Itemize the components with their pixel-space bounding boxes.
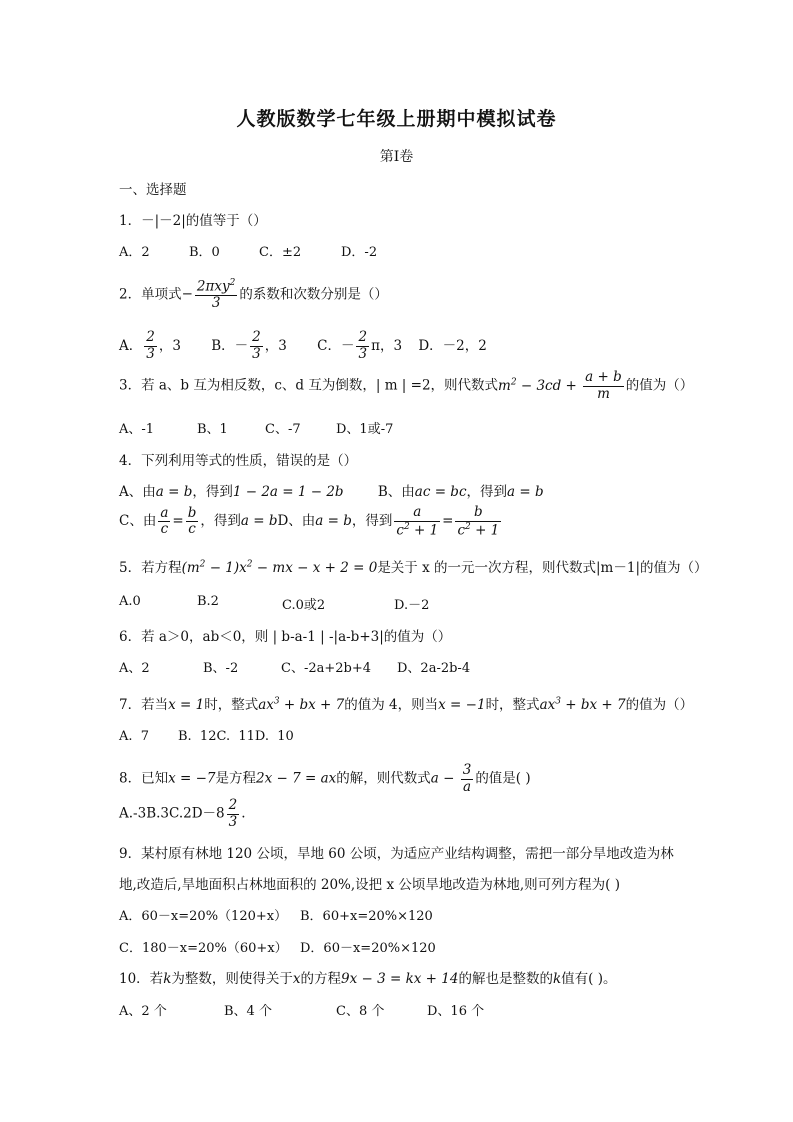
q9-option-c: C．180－x=20%（60+x） [119, 941, 288, 956]
q9-option-b: B．60+x=20%×120 [300, 909, 433, 924]
q3-option-b: B、1 [197, 422, 228, 437]
q10-option-c: C、8 个 [336, 1004, 385, 1019]
q1-option-b: B．0 [189, 245, 220, 260]
question-9-line-1: 9．某村原有林地 120 公顷，旱地 60 公顷，为适应产业结构调整，需把一部分旱地改造为林 [119, 846, 674, 862]
q2-prefix: 2．单项式 [119, 286, 182, 303]
q4-option-a: A、由a = b，得到1 − 2a = 1 − 2b [119, 484, 344, 500]
question-7-stem: 7．若当x = 1时，整式$ax^3$ + bx + 7的值为 4，则当x = −1时，整式$ax^3$ + bx + 7的值为（） [119, 696, 694, 713]
q5-prefix: 5．若方程 [119, 560, 182, 576]
q9-option-a: A．60－x=20%（120+x） [119, 909, 288, 924]
q5-equation: $(m^2 - 1)x^2$ − mx − x + 2 = 0 [181, 559, 378, 576]
question-1-stem: 1．－|－2|的值等于（） [119, 213, 267, 229]
q2-suffix: 的系数和次数分别是（） [239, 286, 388, 303]
q6-option-d: D、2a-2b-4 [397, 661, 471, 676]
q3-prefix: 3．若 a、b 互为相反数，c、d 互为倒数，| m | =2，则代数式 [119, 377, 499, 394]
q9-option-d: D．60－x=20%×120 [300, 941, 436, 956]
question-3-stem [119, 370, 693, 402]
q10-option-b: B、4 个 [224, 1004, 272, 1019]
q4-option-d: D、由a = b，得到 $\frac{a}{c^2 + 1}$ = $\frac{b}{c^2 + 1}$ [277, 504, 500, 539]
q1-option-a: A．2 [119, 245, 150, 260]
q3-expression: $m^2 - 3cd$ + $\frac{a + b}{m}$ [498, 369, 622, 402]
q5-option-c: C.0或2 [282, 598, 326, 613]
q4-options-cd [119, 505, 503, 539]
q2-monomial: − $\frac{2\pi xy^2}{3}$ [181, 278, 236, 312]
q10-option-d: D、16 个 [427, 1004, 485, 1019]
q2-option-c: C．－ $\frac{2}{3}$ π，3 [317, 329, 403, 362]
q8-options: A.-3B.3C.2D－8 $\frac{2}{3}$ . [119, 797, 246, 830]
volume-label: 第Ⅰ卷 [379, 149, 414, 165]
page-title: 人教版数学七年级上册期中模拟试卷 [236, 108, 557, 130]
q6-option-b: B、-2 [203, 661, 239, 676]
question-2-stem [119, 278, 388, 312]
q3-option-a: A、-1 [119, 422, 155, 437]
q4-option-c: C、由 $\frac{a}{c}$ = $\frac{b}{c}$ ，得到a = b [119, 504, 278, 538]
question-6-stem: 6．若 a＞0，ab＜0，则 | b-a-1 | -|a-b+3|的值为（） [119, 629, 452, 645]
q5-option-b: B.2 [197, 594, 219, 609]
question-10-stem: 10．若k为整数，则使得关于x的方程9x − 3 = kx + 14的解也是整数的k值有( )。 [119, 971, 617, 987]
q1-option-c: C．±2 [259, 245, 302, 260]
q2-options [119, 330, 487, 362]
q5-option-d: D.－2 [394, 598, 430, 613]
q2-option-a: A． $\frac{2}{3}$ ，3 [119, 329, 181, 362]
q5-suffix: 是关于 x 的一元一次方程，则代数式|m－1|的值为（） [377, 560, 708, 576]
question-5-stem [119, 556, 708, 576]
q6-option-c: C、-2a+2b+4 [281, 661, 372, 676]
question-4-stem: 4．下列利用等式的性质，错误的是（） [119, 453, 358, 469]
q2-option-b: B．－ $\frac{2}{3}$ ，3 [211, 329, 287, 362]
q2-option-d: D．－2，2 [418, 337, 487, 354]
question-9-line-2: 地,改造后,旱地面积占林地面积的 20%,设把 x 公顷旱地改造为林地,则可列方程为( ) [119, 877, 620, 893]
q5-option-a: A.0 [119, 594, 141, 609]
section-heading: 一、选择题 [119, 182, 187, 198]
question-8-stem: 8．已知x = −7是方程2x − 7 = ax的解，则代数式a − $\frac{3}{a}$ 的值是( ) [119, 762, 531, 795]
q6-option-a: A、2 [119, 661, 150, 676]
q7-options: A. 7 B. 12C. 11D. 10 [119, 729, 294, 744]
q4-option-b: B、由ac = bc，得到a = b [377, 484, 544, 500]
q3-option-d: D、1或-7 [336, 422, 394, 437]
q3-option-c: C、-7 [265, 422, 301, 437]
q1-option-d: D．-2 [341, 245, 378, 260]
q3-suffix: 的值为（） [625, 377, 694, 394]
q10-option-a: A、2 个 [119, 1004, 167, 1019]
q4-options-ab [119, 480, 544, 500]
